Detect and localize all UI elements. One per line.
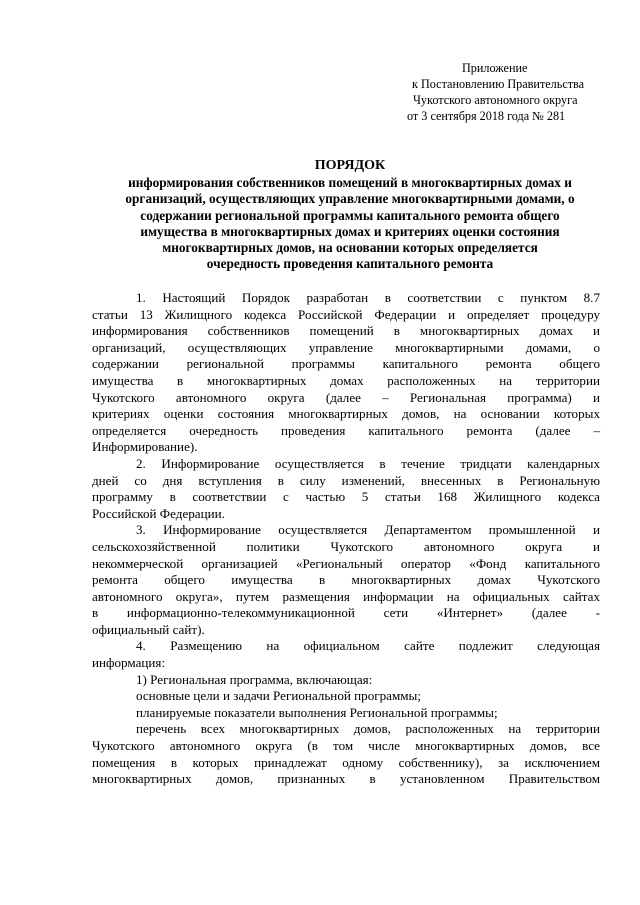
title-line: имущества в многоквартирных домах и критериях оценки состояния: [140, 223, 560, 239]
document-body: [92, 290, 600, 788]
body-line: имущества в многоквартирных домах расположенных на территории: [92, 372, 600, 388]
title-line: информирования собственников помещений в многоквартирных домах и: [128, 175, 572, 191]
body-line: информирования собственников помещений в многоквартирных домах и: [92, 323, 600, 339]
body-line: официальный сайт).: [92, 621, 205, 637]
body-line: информация:: [92, 655, 166, 671]
body-line: в информационно-телекоммуникационной сети «Интернет» (далее -: [92, 605, 600, 621]
body-line: Российской Федерации.: [92, 505, 225, 521]
body-line: 1) Региональная программа, включающая:: [136, 671, 373, 687]
body-line: Чукотского автономного округа (в том числе многоквартирных домов, все: [92, 738, 600, 754]
body-line: планируемые показатели выполнения Региональной программы;: [136, 704, 498, 720]
appendix-line: от 3 сентября 2018 года № 281: [407, 109, 566, 123]
body-line: 3. Информирование осуществляется Департаментом промышленной и: [136, 522, 600, 538]
body-line: Чукотского автономного округа (далее – Региональная программа) и: [92, 389, 600, 405]
body-line: основные цели и задачи Региональной программы;: [136, 688, 421, 704]
body-line: сельскохозяйственной политики Чукотского автономного округа и: [92, 538, 600, 554]
body-line: многоквартирных домов, признанных в установленном Правительством: [92, 771, 600, 787]
body-line: ремонта общего имущества в многоквартирных домах Чукотского: [92, 572, 600, 588]
title-line: очередность проведения капитального ремонта: [206, 256, 494, 272]
appendix-line: к Постановлению Правительства: [412, 77, 585, 91]
title-line: организаций, осуществляющих управление многоквартирными домами, о: [125, 191, 575, 207]
body-line: дней со дня вступления в силу изменений, внесенных в Региональную: [92, 472, 600, 488]
body-line: статьи 13 Жилищного кодекса Российской Федерации и определяет процедуру: [92, 306, 600, 322]
body-line: автономного округа», путем размещения информации на официальных сайтах: [92, 588, 600, 604]
body-line: помещения в которых принадлежат одному собственнику), за исключением: [92, 754, 600, 770]
title-heading: ПОРЯДОК: [314, 158, 386, 173]
appendix-line: Чукотского автономного округа: [413, 93, 578, 107]
body-line: перечень всех многоквартирных домов, расположенных на территории: [136, 721, 600, 737]
body-line: 2. Информирование осуществляется в течение тридцати календарных: [136, 455, 600, 471]
body-line: Информирование).: [92, 439, 198, 455]
body-line: содержании региональной программы капитального ремонта общего: [92, 356, 600, 372]
body-line: организаций, осуществляющих управление многоквартирными домами, о: [92, 339, 600, 355]
document-title: [96, 158, 604, 272]
body-line: определяется очередность проведения капитального ремонта (далее –: [92, 422, 600, 438]
title-line: многоквартирных домов, на основании которых определяется: [162, 240, 538, 256]
title-line: содержании региональной программы капитального ремонта общего: [140, 207, 560, 223]
body-line: программу в соответствии с частью 5 статьи 168 Жилищного кодекса: [92, 489, 600, 505]
body-line: критериях оценки состояния многоквартирных домов, на основании которых: [92, 406, 600, 422]
body-line: 1. Настоящий Порядок разработан в соответствии с пунктом 8.7: [136, 290, 600, 305]
body-line: некоммерческой организацией «Региональный оператор «Фонд капитального: [92, 555, 600, 571]
appendix-header: [390, 60, 630, 124]
body-line: 4. Размещению на официальном сайте подлежит следующая: [136, 638, 600, 654]
appendix-line: Приложение: [462, 61, 528, 75]
